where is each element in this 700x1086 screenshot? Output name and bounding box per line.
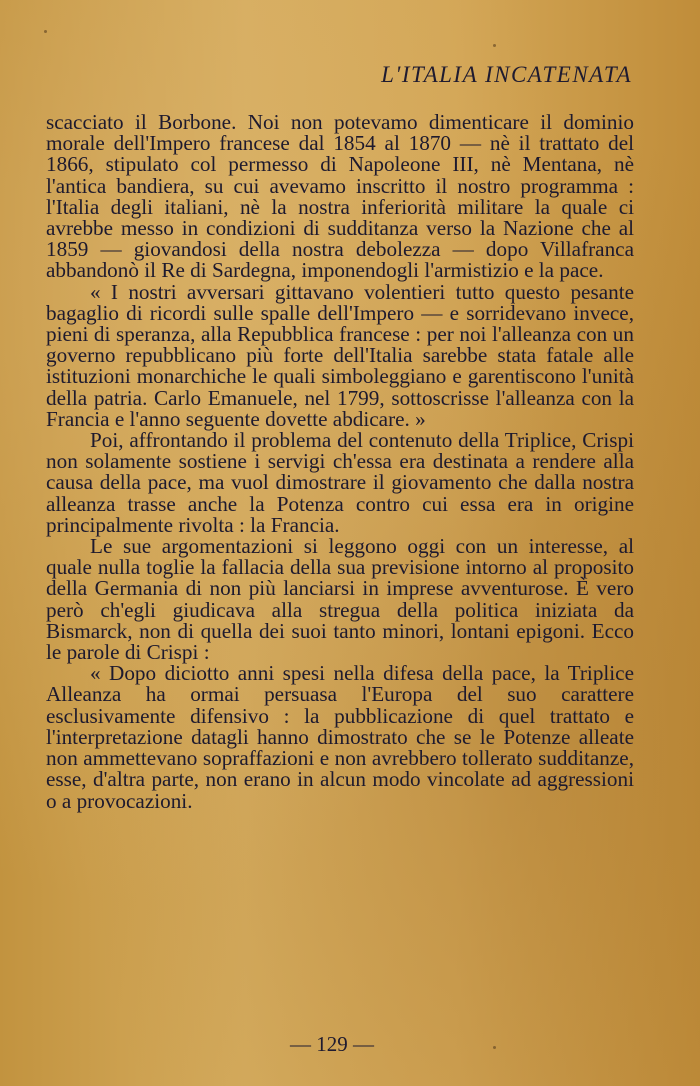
page-number: — 129 — — [290, 1032, 374, 1056]
paragraph: « I nostri avversari gittavano volentieri tutto questo pesante bagaglio di ricordi sulle spalle dell'Impero — e sorridevano invece, pieni di speranza, alla Repubblica francese : per noi l'alleanza con un governo repubblicano più forte dell'Italia sarebbe stata fatale alle istituzioni monarchiche le quali simboleggiano e garentiscono l'unità della patria. Carlo Emanuele, nel 1799, sottoscrisse l'alleanza con la Francia e l'anno seguente dovette abdicare. » — [46, 279, 634, 431]
paragraph: Le sue argomentazioni si leggono oggi con un interesse, al quale nulla toglie la fallacia della sua previsione intorno al proposito della Germania di non più lanciarsi in imprese avventurose. È vero però ch'egli giudicava alla stregua della politica iniziata da Bismarck, non di quella dei suoi tanto minori, lontani epigoni. Ecco le parole di Crispi : — [46, 534, 634, 665]
paper-speck — [493, 1046, 496, 1049]
running-head: L'ITALIA INCATENATA — [381, 62, 632, 87]
body-text — [46, 112, 634, 812]
paper-speck — [44, 30, 47, 33]
paragraph: scacciato il Borbone. Noi non potevamo dimenticare il dominio morale dell'Impero francese dal 1854 al 1870 — nè il trattato del 1866, stipulato col permesso di Napoleone III, nè Mentana, nè l'antica bandiera, su cui avevamo inscritto il nostro programma : l'Italia degli italiani, nè la nostra inferiorità militare la quale ci avrebbe messo in condizioni di sudditanza verso la Nazione che al 1859 — giovandosi della nostra debolezza — dopo Villafranca abbandonò il Re di Sardegna, imponendogli l'armistizio e la pace. — [46, 110, 634, 283]
paper-speck — [493, 44, 496, 47]
paragraph: Poi, affrontando il problema del contenuto della Triplice, Crispi non solamente sostiene i servigi ch'essa era destinata a rendere alla causa della pace, ma vuol dimostrare il giovamento che dalla nostra alleanza trasse anche la Potenza contro cui essa era in origine principalmente rivolta : la Francia. — [46, 428, 634, 537]
paragraph: « Dopo diciotto anni spesi nella difesa della pace, la Triplice Alleanza ha ormai persuasa l'Europa del suo carattere esclusivamente difensivo : la pubblicazione di quel trattato e l'interpretazione datagli hanno dimostrato che se le Potenze alleate non ammettevano sopraffazioni e non avrebbero tollerato sudditanze, esse, d'altra parte, non erano in alcun modo vincolate ad aggressioni o a provocazioni. — [46, 661, 634, 813]
